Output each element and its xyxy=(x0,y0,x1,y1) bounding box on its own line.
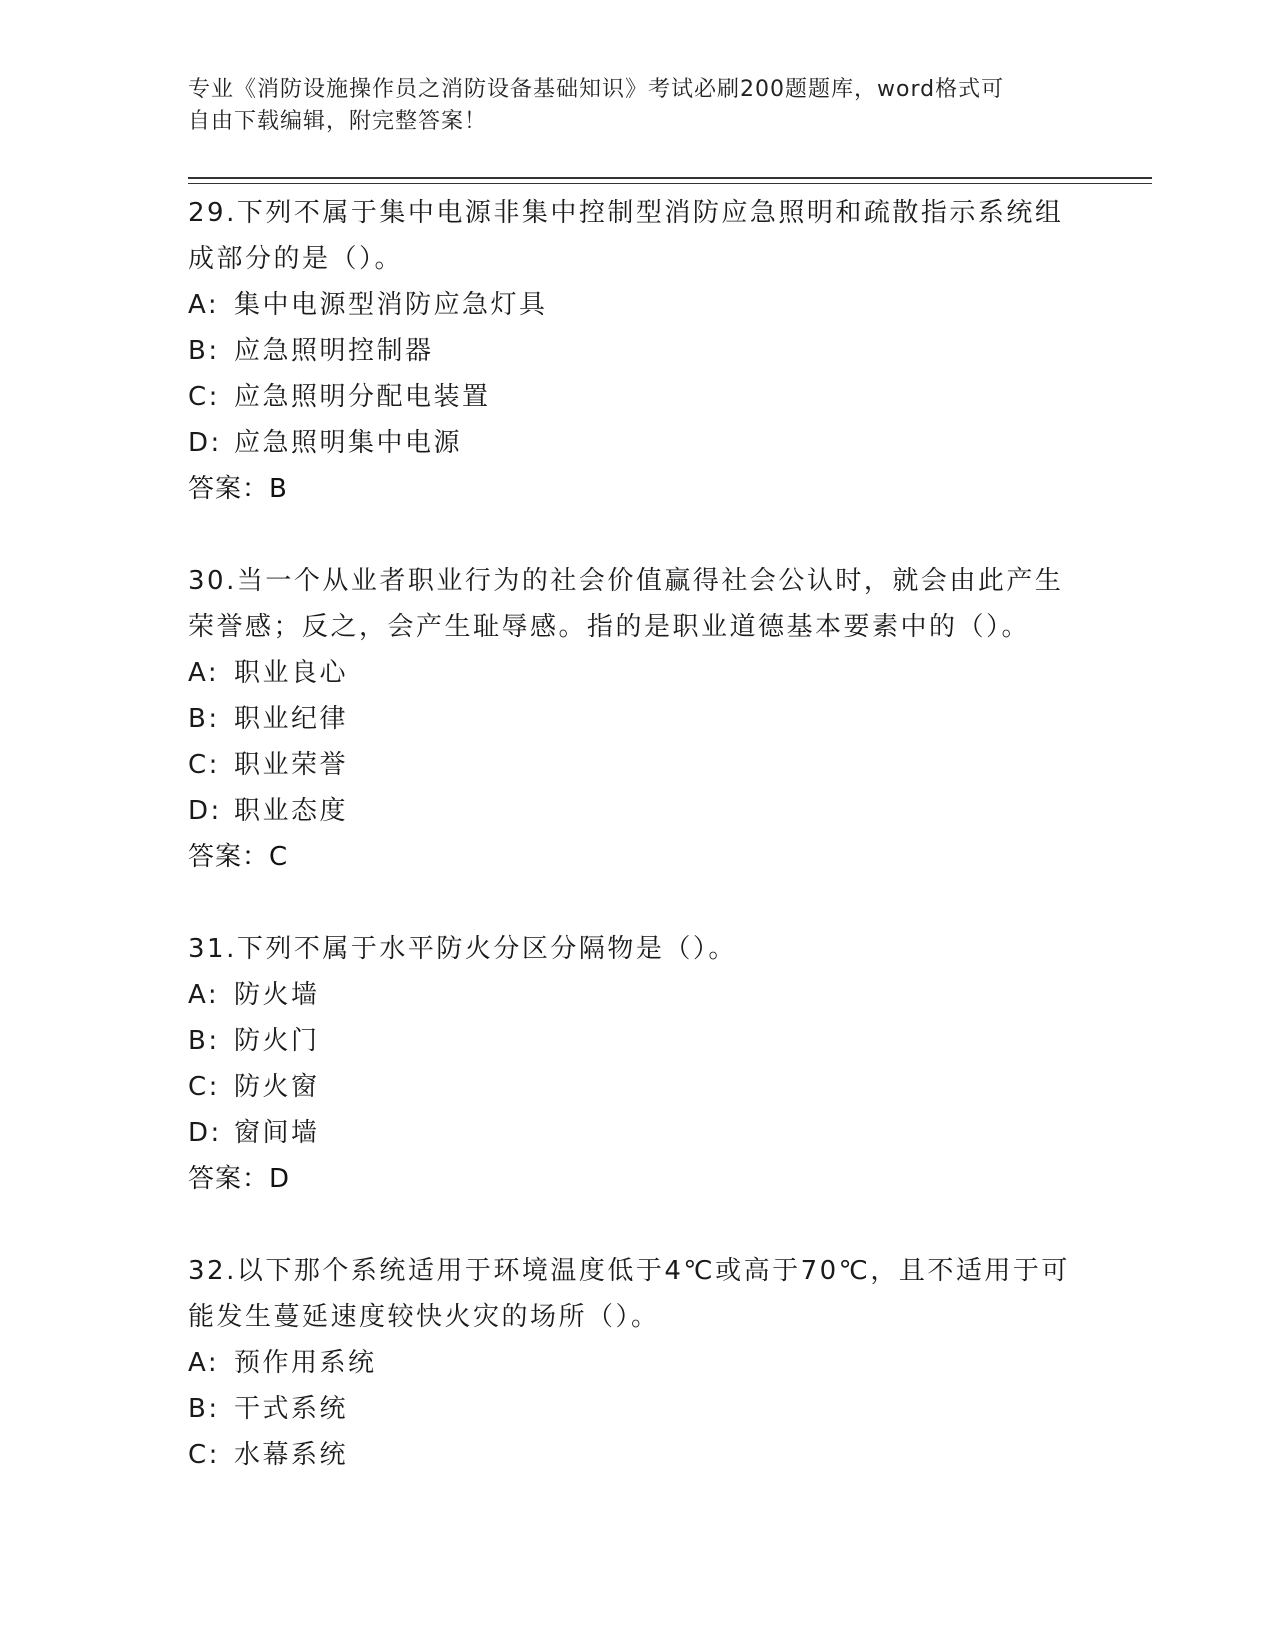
question-stem-line: 荣誉感；反之，会产生耻辱感。指的是职业道德基本要素中的（）。 xyxy=(188,612,1031,642)
option-text: 窗间墙 xyxy=(234,1118,320,1148)
option-c xyxy=(188,1432,1088,1478)
option-key: D: xyxy=(188,796,222,826)
option-key: B: xyxy=(188,1394,220,1424)
option-key: C: xyxy=(188,1440,220,1470)
option-key: C: xyxy=(188,382,220,412)
option-text: 防火门 xyxy=(234,1026,320,1056)
option-text: 职业良心 xyxy=(234,658,349,688)
option-text: 职业荣誉 xyxy=(234,750,349,780)
question-32 xyxy=(188,1248,1088,1478)
answer-line: 答案：D xyxy=(188,1164,291,1194)
option-key: A: xyxy=(188,290,220,320)
option-text: 职业态度 xyxy=(234,796,349,826)
option-c xyxy=(188,742,1088,788)
question-stem-line: 成部分的是（）。 xyxy=(188,244,404,274)
option-text: 应急照明控制器 xyxy=(234,336,434,366)
question-31 xyxy=(188,926,1088,1202)
option-key: D: xyxy=(188,428,222,458)
question-stem-line: 32.以下那个系统适用于环境温度低于4℃或高于70℃，且不适用于可 xyxy=(188,1256,1070,1286)
option-c xyxy=(188,374,1088,420)
option-text: 防火墙 xyxy=(234,980,320,1010)
option-d xyxy=(188,788,1088,834)
option-d xyxy=(188,420,1088,466)
option-text: 干式系统 xyxy=(234,1394,349,1424)
header-line-1: 专业《消防设施操作员之消防设备基础知识》考试必刷200题题库，word格式可 xyxy=(188,77,1005,102)
option-text: 应急照明分配电装置 xyxy=(234,382,491,412)
question-stem-line: 能发生蔓延速度较快火灾的场所（）。 xyxy=(188,1302,660,1332)
option-a xyxy=(188,972,1088,1018)
question-stem-line: 30.当一个从业者职业行为的社会价值赢得社会公认时，就会由此产生 xyxy=(188,566,1064,596)
option-b xyxy=(188,696,1088,742)
document-header xyxy=(188,74,1088,138)
header-divider-thick xyxy=(188,177,1152,179)
option-key: B: xyxy=(188,704,220,734)
option-b xyxy=(188,1018,1088,1064)
option-a xyxy=(188,1340,1088,1386)
option-text: 应急照明集中电源 xyxy=(234,428,463,458)
option-key: D: xyxy=(188,1118,222,1148)
option-d xyxy=(188,1110,1088,1156)
question-stem-line: 29.下列不属于集中电源非集中控制型消防应急照明和疏散指示系统组 xyxy=(188,198,1064,228)
header-divider-thin xyxy=(188,183,1152,184)
option-key: A: xyxy=(188,1348,220,1378)
question-30 xyxy=(188,558,1088,880)
question-list xyxy=(188,190,1088,1524)
option-text: 职业纪律 xyxy=(234,704,349,734)
option-key: C: xyxy=(188,750,220,780)
option-text: 集中电源型消防应急灯具 xyxy=(234,290,548,320)
option-key: C: xyxy=(188,1072,220,1102)
option-key: A: xyxy=(188,658,220,688)
option-key: B: xyxy=(188,336,220,366)
option-a xyxy=(188,282,1088,328)
option-key: B: xyxy=(188,1026,220,1056)
option-key: A: xyxy=(188,980,220,1010)
option-text: 预作用系统 xyxy=(234,1348,377,1378)
option-text: 水幕系统 xyxy=(234,1440,349,1470)
option-a xyxy=(188,650,1088,696)
answer-line: 答案：B xyxy=(188,474,288,504)
option-b xyxy=(188,328,1088,374)
answer-line: 答案：C xyxy=(188,842,289,872)
question-29 xyxy=(188,190,1088,512)
header-line-2: 自由下载编辑，附完整答案！ xyxy=(188,109,488,134)
option-b xyxy=(188,1386,1088,1432)
question-stem-line: 31.下列不属于水平防火分区分隔物是（）。 xyxy=(188,934,737,964)
option-text: 防火窗 xyxy=(234,1072,320,1102)
option-c xyxy=(188,1064,1088,1110)
